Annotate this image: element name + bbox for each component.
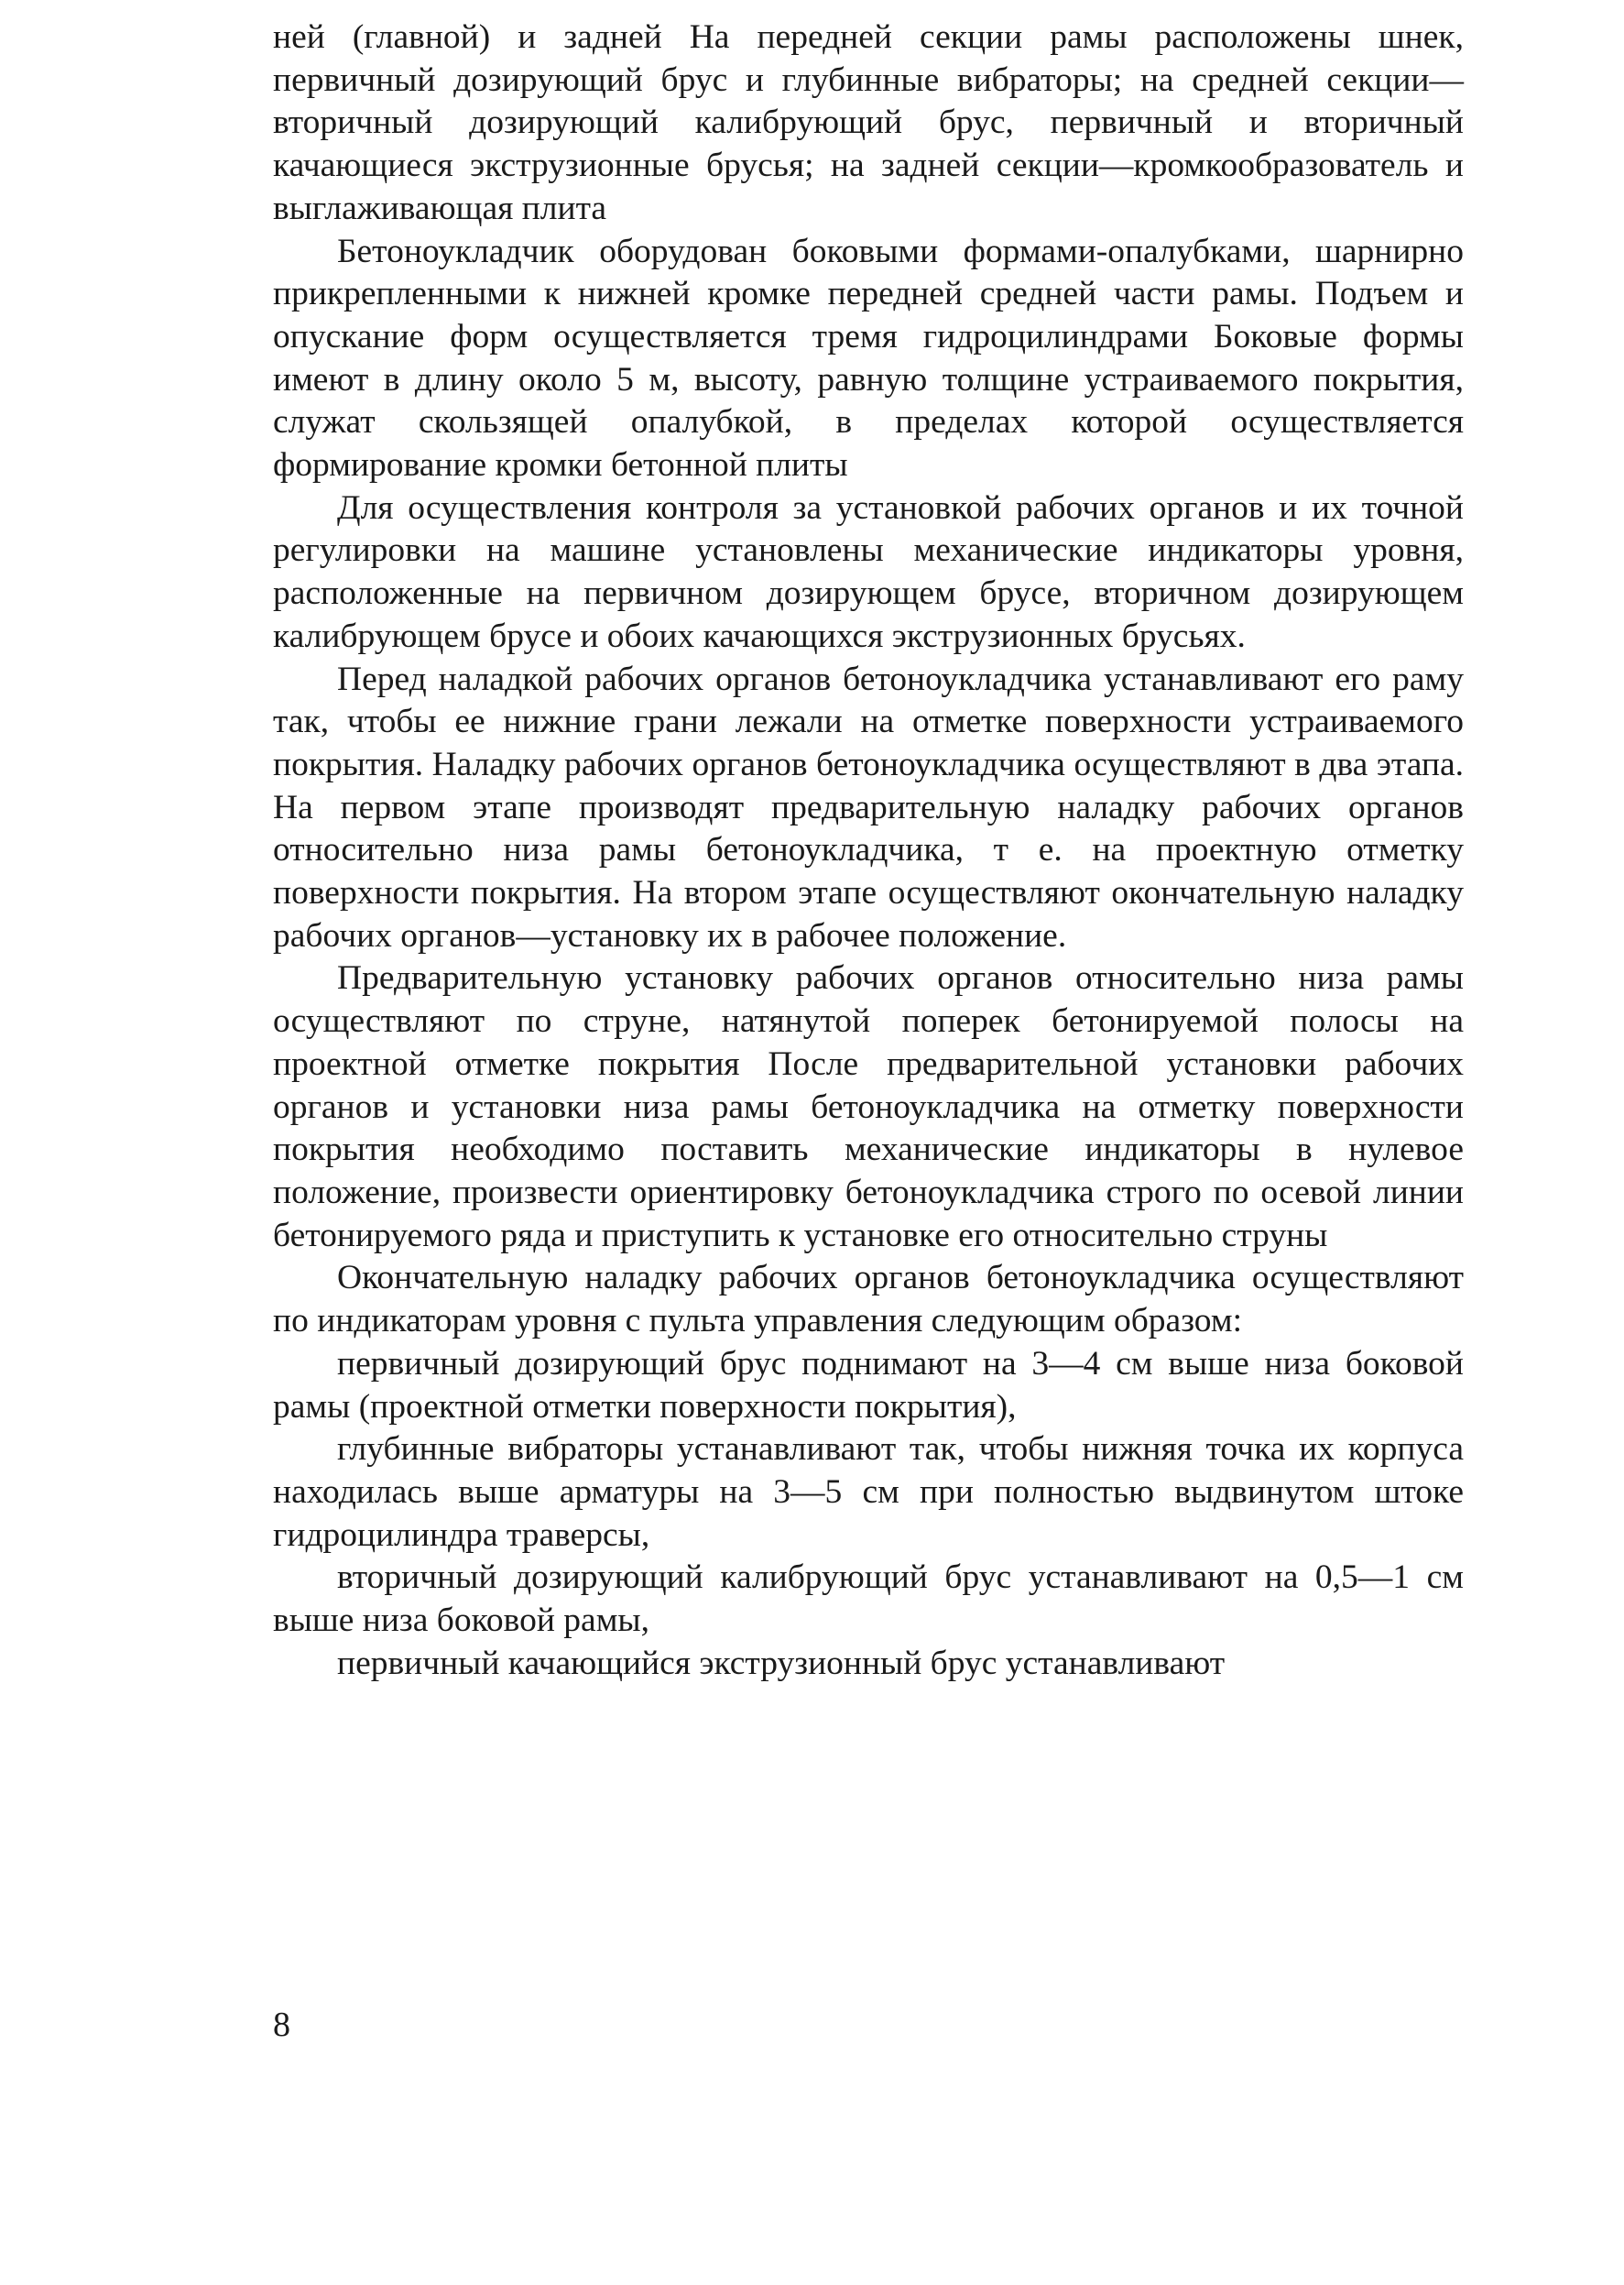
paragraph-continuation: ней (главной) и задней На передней секции рамы расположены шнек, первичный дозирующий брус и глубинные вибраторы; на средней секции—вторичный дозирующий калибрующий брус, первичный и вторичный качающиеся экструзионные брусья; на задней секции—кромкообразователь и выглаживающая плита: [273, 18, 1464, 227]
list-item-vibrators: глубинные вибраторы устанавливают так, чтобы нижняя точка их корпуса находилась выше арматуры на 3—5 см при полностью выдвинутом штоке гидроцилиндра траверсы,: [273, 1430, 1464, 1554]
paragraph-adjustment-stages: Перед наладкой рабочих органов бетоноукладчика устанавливают его раму так, чтобы ее нижние грани лежали на отметке поверхности устраиваемого покрытия. Наладку рабочих органов бетоноукладчика осуществляют в два этапа. На первом этапе производят предварительную наладку рабочих органов относительно низа рамы бетоноукладчика, т е. на проектную отметку поверхности покрытия. На втором этапе осуществляют окончательную наладку рабочих органов—установку их в рабочее положение.: [273, 660, 1464, 955]
list-item-extrusion-beam: первичный качающийся экструзионный брус устанавливают: [337, 1644, 1226, 1682]
page-number: 8: [273, 2006, 290, 2044]
paragraph-level-indicators: Для осуществления контроля за установкой рабочих органов и их точной регулировки на машине установлены механические индикаторы уровня, расположенные на первичном дозирующем брусе, вторичном дозирующем калибрующем брусе и обоих качающихся экструзионных брусьях.: [273, 488, 1464, 655]
paragraph-side-forms: Бетоноукладчик оборудован боковыми формами-опалубками, шарнирно прикрепленными к нижней кромке передней средней части рамы. Подъем и опускание форм осуществляется тремя гидроцилиндрами Боковые формы имеют в длину около 5 м, высоту, равную толщине устраиваемого покрытия, служат скользящей опалубкой, в пределах которой осуществляется формирование кромки бетонной плиты: [273, 232, 1464, 485]
paragraph-preliminary-setup: Предварительную установку рабочих органов относительно низа рамы осуществляют по струне, натянутой поперек бетонируемой полосы на проектной отметке покрытия После предварительной установки рабочих органов и установки низа рамы бетоноукладчика на отметку поверхности покрытия необходимо поставить механические индикаторы в нулевое положение, произвести ориентировку бетоноукладчика строго по осевой линии бетонируемого ряда и приступить к установке его относительно струны: [273, 959, 1464, 1254]
list-item-primary-beam: первичный дозирующий брус поднимают на 3—4 см выше низа боковой рамы (проектной отметки поверхности покрытия),: [273, 1344, 1464, 1426]
paragraph-final-adjustment: Окончательную наладку рабочих органов бетоноукладчика осуществляют по индикаторам уровня с пульта управления следующим образом:: [273, 1259, 1464, 1340]
body-text: [273, 16, 1464, 1685]
list-item-secondary-beam: вторичный дозирующий калибрующий брус устанавливают на 0,5—1 см выше низа боковой рамы,: [273, 1558, 1464, 1640]
